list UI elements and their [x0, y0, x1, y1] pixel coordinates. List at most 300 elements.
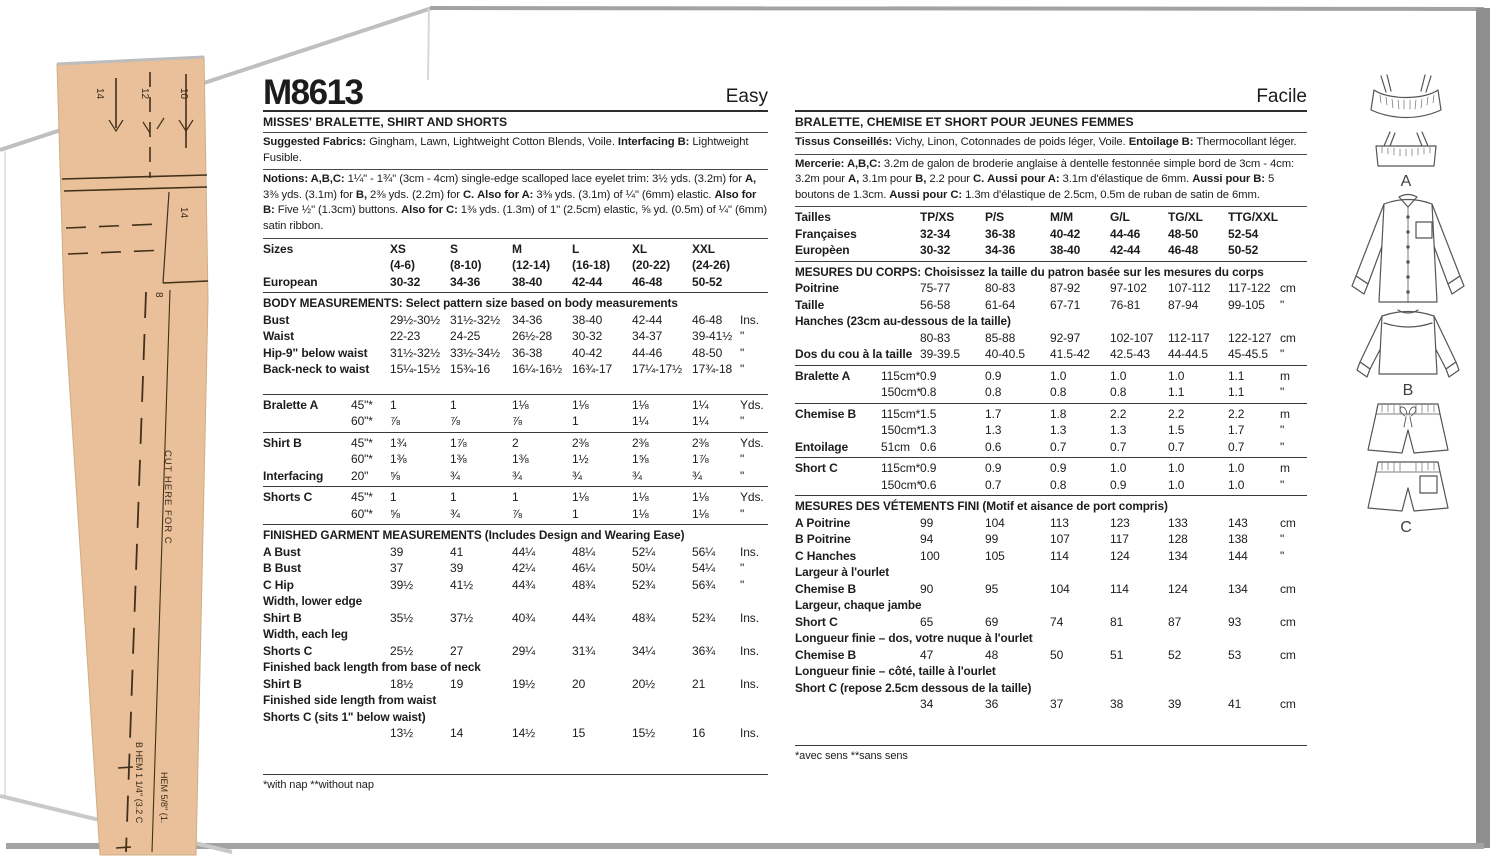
row-label [795, 696, 920, 713]
table-cell: 1⅛ [692, 506, 709, 521]
table-cell: 1¼ [692, 397, 709, 412]
table-cell: 50¼ [632, 561, 656, 576]
table-cell: 15 [572, 726, 586, 741]
table-row [795, 422, 1307, 439]
unit-cell: m [1280, 368, 1290, 383]
unit-cell: " [1280, 532, 1285, 547]
table-cell: 87-94 [1168, 297, 1199, 312]
table-cell: 107-112 [1168, 281, 1211, 296]
text-segment: Mercerie: A,B,C: [795, 157, 881, 170]
table-cell: 36-38 [985, 226, 1016, 241]
table-cell: 40-42 [572, 345, 603, 360]
table-cell: 20 [572, 676, 586, 691]
unit-cell: " [1280, 385, 1285, 400]
unit-cell: " [1280, 297, 1285, 312]
row-label: Europèen [795, 243, 850, 258]
footnote-en: *with nap **without nap [263, 778, 374, 791]
table-cell: 38-40 [1050, 243, 1081, 258]
table-cell: 1.0 [1050, 368, 1067, 383]
table-cell: 1⅜ [512, 452, 529, 467]
unit-cell: cm [1280, 647, 1296, 662]
row-label [795, 330, 920, 347]
view-b-label: B [1402, 382, 1414, 399]
table-cell: 117-122 [1228, 281, 1271, 296]
section-caption: Largeur à l'ourlet [795, 565, 890, 580]
table-row [795, 696, 1307, 713]
section-caption: Hanches (23cm au-dessous de la taille) [795, 314, 1011, 329]
table-cell: ¾ [512, 468, 522, 483]
unit-cell: " [740, 452, 745, 467]
hem-label: HEM 5/8" (1. [159, 772, 169, 824]
row-sublabel: 60"* [351, 506, 373, 521]
table-cell: 112-117 [1168, 330, 1210, 345]
row-label: Shirt B [263, 676, 302, 691]
table-cell: 144 [1228, 548, 1248, 563]
notions-fr [795, 155, 1307, 208]
table-cell: 0.8 [985, 385, 1002, 400]
table-cell: M/M [1050, 210, 1074, 225]
garment-illustrations [1336, 64, 1491, 544]
table-cell: ¾ [572, 468, 582, 483]
table-row [263, 544, 768, 561]
size-number: 12 [139, 88, 150, 100]
table-row [795, 384, 1307, 401]
notions-en [263, 170, 768, 238]
table-cell: 18½ [390, 676, 414, 691]
table-cell: 16¾-17 [572, 362, 613, 377]
table-row [263, 435, 768, 452]
table-row [795, 297, 1307, 314]
table-cell: 39 [390, 544, 404, 559]
row-label: Chemise B [795, 581, 857, 596]
row-sublabel: 45"* [351, 397, 373, 412]
table-cell: ¾ [450, 506, 460, 521]
table-cell: 93 [1228, 614, 1242, 629]
text-segment: Lightweight Fusible. [263, 136, 749, 164]
table-cell: 134 [1168, 548, 1188, 563]
difficulty-label-fr: Facile [1256, 86, 1307, 107]
table-cell: 53 [1228, 647, 1242, 662]
table-cell: 133 [1168, 515, 1188, 530]
table-cell: 1.0 [1168, 461, 1185, 476]
table-cell: 2.2 [1228, 406, 1245, 421]
table-cell: 99 [985, 532, 999, 547]
table-cell: 75-77 [920, 281, 951, 296]
table-cell: 16 [692, 726, 706, 741]
row-label: C Hanches [795, 548, 857, 563]
text-segment: Gingham, Lawn, Lightweight Cotton Blends, Voile. [366, 136, 618, 148]
row-label: B Bust [263, 561, 302, 576]
text-segment: 1⅜ yds. (1.3m) of 1" (2.5cm) elastic, ⅝ yd. (0.5m) of ¼" (6mm) satin ribbon. [263, 204, 768, 232]
text-segment: Also for B: [263, 188, 757, 217]
text-segment: C. [973, 173, 985, 186]
table-cell: 34-36 [450, 274, 481, 289]
row-label: A Bust [263, 544, 301, 559]
table-cell: 1.7 [1228, 423, 1245, 438]
table-cell: TTG/XXL [1228, 210, 1278, 225]
table-cell: 1.1 [1228, 385, 1245, 400]
table-cell: 1 [450, 397, 457, 412]
table-cell: XXL [692, 241, 716, 256]
table-cell: 74 [1050, 614, 1064, 629]
table-cell: 50 [1050, 647, 1064, 662]
table-cell: 0.9 [1110, 477, 1127, 492]
unit-cell: " [1280, 423, 1285, 438]
row-label: Sizes [263, 241, 294, 256]
table-cell: 54¼ [692, 561, 716, 576]
table-cell: 37 [390, 561, 404, 576]
table-cell: 15¾-16 [450, 362, 491, 377]
table-cell: 117 [1110, 532, 1129, 547]
table-cell: 0.9 [920, 461, 937, 476]
table-cell: 0.8 [920, 385, 937, 400]
table-cell: 39-41½ [692, 329, 733, 344]
table-cell: 20½ [632, 676, 656, 691]
section-caption: MESURES DU CORPS: Choisissez la taille du patron basée sur les mesures du corps [795, 264, 1264, 279]
table-cell: 42¼ [512, 561, 536, 576]
table-cell: 97-102 [1110, 281, 1147, 296]
table-row [795, 209, 1307, 226]
row-sublabel: 20" [351, 468, 369, 483]
unit-cell: cm [1280, 515, 1296, 530]
row-label [263, 413, 351, 430]
row-label: European [263, 274, 318, 289]
measurement-table-en [263, 241, 768, 742]
table-cell: 50-52 [692, 274, 723, 289]
text-segment: Also for C: [401, 204, 458, 217]
table-cell: 32-34 [920, 226, 951, 241]
divider [795, 495, 1307, 496]
footnote-fr: *avec sens **sans sens [795, 749, 908, 762]
section-caption: Finished back length from base of neck [263, 660, 481, 675]
table-cell: 56¾ [692, 577, 716, 592]
table-cell: 0.9 [985, 368, 1002, 383]
table-cell: 128 [1168, 532, 1188, 547]
row-label: Bralette A [795, 368, 851, 383]
pattern-number: M8613 [263, 73, 363, 113]
shorts-front-sketch [1368, 404, 1448, 453]
section-caption: MESURES DES VÉTEMENTS FINI (Motif et aisance de port compris) [795, 499, 1168, 514]
table-cell: 45-45.5 [1228, 347, 1268, 362]
unit-cell [740, 257, 768, 274]
row-sublabel: 115cm* [881, 461, 921, 476]
table-cell: 51 [1110, 647, 1124, 662]
table-cell: 16¼-16½ [512, 362, 563, 377]
spacer [263, 378, 768, 392]
divider [263, 394, 768, 395]
row-label: Interfacing [263, 468, 324, 483]
table-cell: 36¾ [692, 643, 716, 658]
row-label [263, 506, 351, 523]
table-cell: 29½-30½ [390, 312, 441, 327]
row-sublabel: 51cm [881, 439, 910, 454]
text-segment: A, [848, 173, 860, 186]
unit-cell: Ins. [740, 726, 759, 741]
text-segment: 2⅜ yds. (2.2m) for [367, 188, 463, 201]
table-cell: 124 [1110, 548, 1130, 563]
table-cell: 81 [1110, 614, 1124, 629]
table-cell: 19 [450, 676, 464, 691]
unit-cell: m [1280, 461, 1290, 476]
table-cell: 31½-32½ [390, 345, 441, 360]
table-cell: 44-44.5 [1168, 347, 1208, 362]
table-cell: 14 [450, 726, 464, 741]
table-row [263, 560, 768, 577]
table-row [263, 328, 768, 345]
text-segment: A, [744, 173, 757, 186]
row-label: Entoilage [795, 439, 849, 454]
table-cell: 1 [512, 490, 519, 505]
table-cell: 1⅛ [692, 490, 709, 505]
table-cell: 36-38 [512, 345, 543, 360]
unit-cell: cm [1280, 330, 1296, 345]
bralette-back-sketch [1376, 132, 1436, 166]
table-row [795, 368, 1307, 385]
table-cell: (12-14) [512, 258, 550, 273]
row-sublabel: 60"* [351, 452, 373, 467]
table-cell: 1⅞ [450, 435, 467, 450]
text-segment: Aussi pour A: [987, 173, 1060, 186]
table-cell: 67-71 [1050, 297, 1081, 312]
divider [795, 365, 1307, 366]
table-cell: ¾ [450, 468, 460, 483]
row-label: Shirt B [263, 610, 302, 625]
table-cell: 0.7 [985, 477, 1002, 492]
unit-cell: " [1280, 347, 1285, 362]
row-label: Chemise B [795, 647, 857, 662]
row-label [795, 384, 881, 401]
text-segment: Interfacing B: [617, 136, 690, 148]
table-cell: 30-32 [920, 243, 951, 258]
text-segment: Entoilage B: [1128, 136, 1194, 148]
table-cell: 2⅜ [632, 435, 649, 450]
table-cell: 21 [692, 676, 706, 691]
unit-cell: " [1280, 439, 1285, 454]
table-row [795, 242, 1307, 259]
text-segment: Suggested Fabrics: [263, 136, 367, 148]
unit-cell: Ins. [740, 312, 759, 327]
table-cell: 24-25 [450, 329, 481, 344]
unit-cell: " [1280, 477, 1285, 492]
table-cell: S [450, 241, 458, 256]
section-caption: Longueur finie – côté, taille à l'ourlet [795, 664, 996, 679]
table-cell: 104 [985, 515, 1005, 530]
table-cell: 1⅛ [632, 397, 649, 412]
text-segment: 2.2 pour [926, 173, 974, 186]
row-sublabel: 115cm* [881, 368, 921, 383]
table-cell: 102-107 [1110, 330, 1154, 345]
table-cell: 1⅛ [632, 506, 649, 521]
table-cell: (4-6) [390, 258, 415, 273]
table-cell: 0.9 [920, 368, 937, 383]
table-cell: (16-18) [572, 258, 610, 273]
table-cell: ¾ [632, 468, 642, 483]
table-cell: 34¼ [632, 643, 656, 658]
table-cell: 143 [1228, 515, 1248, 530]
table-cell: 1.0 [1228, 461, 1245, 476]
table-row [263, 274, 768, 291]
table-cell: 48-50 [1168, 226, 1199, 241]
table-cell: 1.1 [1228, 368, 1245, 383]
table-cell: 52¾ [692, 610, 716, 625]
table-cell: 1⅝ [632, 452, 649, 467]
table-cell: 0.6 [985, 439, 1002, 454]
size-number: 14 [178, 207, 189, 219]
table-cell: 114 [1050, 548, 1069, 563]
shirt-front-sketch [1352, 195, 1464, 303]
table-cell: 31½-32½ [450, 312, 501, 327]
row-sublabel: 45"* [351, 435, 373, 450]
table-cell: 46-48 [632, 274, 663, 289]
table-cell: P/S [985, 210, 1005, 225]
table-cell: 48-50 [692, 345, 723, 360]
table-row [263, 451, 768, 468]
unit-cell: Yds. [740, 435, 764, 450]
table-cell: ¾ [692, 468, 702, 483]
unit-cell: Yds. [740, 397, 764, 412]
table-cell: 1½ [572, 452, 589, 467]
unit-cell: Yds. [740, 490, 764, 505]
table-cell: 34-36 [985, 243, 1016, 258]
unit-cell: " [740, 468, 745, 483]
table-cell: ⅞ [512, 506, 522, 521]
table-cell: 31¾ [572, 643, 596, 658]
table-cell: 0.7 [1228, 439, 1245, 454]
table-cell: 0.6 [920, 477, 937, 492]
table-row [263, 577, 768, 594]
table-cell: 41 [450, 544, 464, 559]
table-cell: 26½-28 [512, 329, 553, 344]
french-column [795, 74, 1307, 762]
table-cell: 99-105 [1228, 297, 1265, 312]
section-caption: FINISHED GARMENT MEASUREMENTS (Includes Design and Wearing Ease) [263, 528, 685, 543]
table-cell: 1¾ [390, 435, 407, 450]
text-segment: Vichy, Linon, Cotonnades de poids léger, Voile. [892, 136, 1129, 148]
table-cell: L [572, 241, 580, 256]
section-caption: Finished side length from waist [263, 693, 437, 708]
measurement-table-fr [795, 209, 1307, 713]
table-cell: 113 [1050, 515, 1069, 530]
table-cell: 44¾ [572, 610, 596, 625]
table-row [795, 531, 1307, 548]
table-cell: 1 [390, 490, 397, 505]
suggested-fabrics-fr [795, 133, 1307, 155]
text-segment: Also for A: [477, 188, 534, 201]
table-cell: 46¼ [572, 561, 596, 576]
table-row [795, 330, 1307, 347]
row-label [263, 257, 390, 274]
table-cell: 50-52 [1228, 243, 1259, 258]
table-cell: 99 [920, 515, 934, 530]
table-cell: 42-44 [572, 274, 603, 289]
table-cell: 2⅜ [692, 435, 709, 450]
table-row [263, 361, 768, 378]
text-segment: Tissus Conseillés: [795, 136, 893, 148]
section-caption: BODY MEASUREMENTS: Select pattern size based on body measurements [263, 296, 678, 311]
table-cell: 2.2 [1110, 406, 1127, 421]
table-cell: ⅝ [390, 506, 400, 521]
table-cell: 56¼ [692, 544, 716, 559]
text-segment: 1.3m d'élastique de 2.5cm, 0.5m de ruban de satin de 6mm. [962, 188, 1260, 201]
table-cell: 1 [572, 506, 579, 521]
table-cell: 104 [1050, 581, 1070, 596]
table-cell: XS [390, 241, 406, 256]
hem-b-label: B HEM 1 1/4" (3.2 C [134, 742, 144, 824]
row-label: Shorts C [263, 643, 313, 658]
table-cell: 95 [985, 581, 999, 596]
table-cell: 42-44 [632, 312, 663, 327]
table-cell: 1.0 [1168, 477, 1185, 492]
row-label [263, 725, 390, 742]
table-cell: 25½ [390, 643, 414, 658]
row-label: Shorts C [263, 490, 313, 505]
table-cell: 1 [572, 414, 579, 429]
table-cell: 15½ [632, 726, 656, 741]
table-cell: 1.5 [920, 406, 937, 421]
table-cell: 52¾ [632, 577, 656, 592]
section-caption: Width, lower edge [263, 594, 363, 609]
table-cell: 1.1 [1168, 385, 1185, 400]
unit-cell [740, 274, 768, 291]
table-cell: 0.8 [1050, 477, 1067, 492]
row-label: Bralette A [263, 397, 319, 412]
table-row [795, 647, 1307, 664]
table-row [263, 610, 768, 627]
table-cell: 14½ [512, 726, 536, 741]
table-cell: 38 [1110, 697, 1124, 712]
table-row [795, 477, 1307, 494]
table-cell: 39 [1168, 697, 1182, 712]
divider [795, 261, 1307, 262]
table-cell: 40-42 [1050, 226, 1081, 241]
table-cell: 122-127 [1228, 330, 1272, 345]
table-cell: 52-54 [1228, 226, 1259, 241]
view-a-label: A [1400, 173, 1412, 190]
unit-cell: " [740, 362, 745, 377]
table-cell: 38-40 [512, 274, 543, 289]
table-cell: 0.8 [1110, 385, 1127, 400]
text-segment: B, [355, 188, 368, 201]
table-row [263, 413, 768, 430]
text-segment: 1¼" - 1¾" (3cm - 4cm) single-edge scalloped lace eyelet trim: 3½ yds. (3.2m) for [344, 173, 745, 186]
header-row [263, 74, 768, 112]
table-row [263, 489, 768, 506]
unit-cell: cm [1280, 697, 1296, 712]
table-cell: 138 [1228, 532, 1248, 547]
table-cell: (8-10) [450, 258, 482, 273]
text-segment: Aussi pour C: [889, 188, 963, 201]
table-cell: 90 [920, 581, 934, 596]
unit-cell [1280, 226, 1307, 243]
table-cell: ⅞ [450, 414, 460, 429]
table-cell: 34-36 [512, 312, 543, 327]
section-caption: Width, each leg [263, 627, 348, 642]
table-cell: 47 [920, 647, 934, 662]
size-number: 14 [94, 88, 105, 100]
table-cell: ⅞ [512, 414, 522, 429]
bralette-front-sketch [1371, 75, 1441, 118]
table-cell: 61-64 [985, 297, 1016, 312]
section-caption: Largeur, chaque jambe [795, 598, 922, 613]
row-sublabel: 150cm* [881, 477, 922, 492]
text-segment: 3⅜ yds. (3.1m) of ¼" (6mm) elastic. [533, 188, 715, 201]
unit-cell: " [740, 577, 745, 592]
table-row [795, 581, 1307, 598]
table-cell: TP/XS [920, 210, 955, 225]
table-cell: 46-48 [692, 312, 723, 327]
table-cell: 48¾ [632, 610, 656, 625]
row-label: Short C [795, 461, 838, 476]
